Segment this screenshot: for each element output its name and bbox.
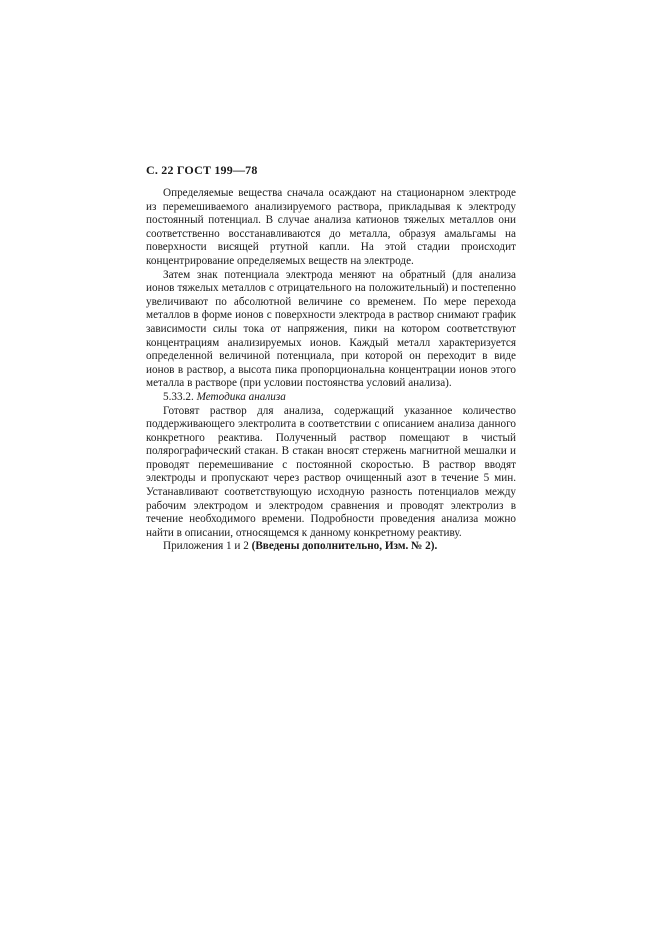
- section-heading: [146, 391, 516, 405]
- amendment-note: (Введены дополнительно, Изм. № 2).: [251, 540, 438, 553]
- appendix-text: Приложения 1 и 2: [163, 540, 249, 553]
- section-number: 5.33.2.: [163, 390, 194, 403]
- paragraph-stripping: Затем знак потенциала электрода меняют на обратный (для анализа ионов тяжелых металлов с отрицательного на положительный) и постепенно увеличивают по абсолютной величине со временем. По мере перехода металлов в форме ионов с поверхности электрода в раствор снимают график зависимости силы тока от напряжения, пики на котором соответствуют концентрациям анализируемых ионов. Каждый металл характеризуется определенной величиной потенциала, при которой он переходит в виде ионов в раствор, а высота пика пропорциональна концентрации ионов этого металла в растворе (при условии постоянства условий анализа).: [146, 268, 516, 390]
- paragraph-deposition: Определяемые вещества сначала осаждают на стационарном электроде из перемешиваемого анализируемого раствора, прикладывая к электроду постоянный потенциал. В случае анализа катионов тяжелых металлов они соответственно восстанавливаются до металла, образуя амальгамы на поверхности висящей ртутной капли. На этой стадии происходит концентрирование определяемых веществ на электроде.: [146, 187, 516, 267]
- section-heading-text: Методика анализа: [196, 390, 286, 403]
- page-header: С. 22 ГОСТ 199—78: [146, 163, 258, 177]
- document-body: [146, 187, 516, 554]
- paragraph-procedure: Готовят раствор для анализа, содержащий указанное количество поддерживающего электролита в соответствии с описанием анализа данного конкретного реактива. Полученный раствор помещают в чистый полярографический стакан. В стакан вносят стержень магнитной мешалки и проводят перемешивание с постоянной скоростью. В раствор вводят электроды и пропускают через раствор очищенный азот в течение 5 мин. Устанавливают соответствующую исходную разность потенциалов между рабочим электродом и электродом сравнения и проводят электролиз в течение необходимого времени. Подробности проведения анализа можно найти в описании, относящемся к данному конкретному реактиву.: [146, 404, 516, 539]
- appendix-line: [146, 540, 516, 554]
